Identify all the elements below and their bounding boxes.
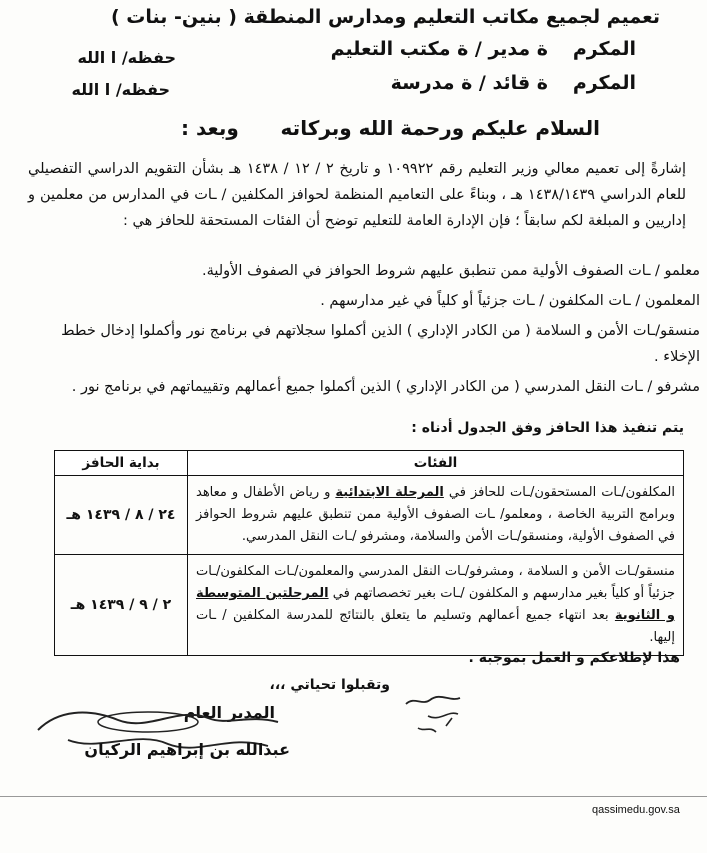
honorific-2: المكرم xyxy=(572,72,636,94)
table-row xyxy=(55,555,684,656)
recipient-1: ة مدير / ة مكتب التعليم xyxy=(330,38,548,60)
handwritten-initials xyxy=(400,688,470,738)
stage-emphasis: المرحلتين المتوسطة و الثانوية xyxy=(196,586,675,623)
recipient-2: ة قائد / ة مدرسة xyxy=(390,72,548,94)
director-title: المدير العام xyxy=(183,703,275,722)
list-item: • المعلمون / ـات المكلفون / ـات جزئياً أو كلياً في غير مدارسهم . xyxy=(28,288,700,314)
honorific-1: المكرم xyxy=(572,38,636,60)
footer-divider xyxy=(0,796,707,797)
intro-paragraph: إشارةً إلى تعميم معالي وزير التعليم رقم ١٠٩٩٢٢ و تاريخ ٢ / ١٢ / ١٤٣٨ هـ بشأن التقويم الدراسي التفصيلي للعام الدراسي ١٤٣٨/١٤٣٩ هـ ، وبناءً على التعاميم المنظمة لحوافز المكلفين / ـات في المدارس من معلمين و إداريين و المبلغة لكم سابقاً ؛ فإن الإدارة العامة للتعليم توضح أن الفئات المستحقة للحافز هي : xyxy=(28,161,686,229)
list-item: • منسقو/ـات الأمن و السلامة ( من الكادر الإداري ) الذين أكملوا سجلاتهم في برنامج نور وأكملوا إدخال خطط الإخلاء . xyxy=(28,318,700,370)
stage-emphasis: المرحلة الابتدائية xyxy=(335,485,444,500)
column-header-start: بداية الحافز xyxy=(55,451,188,476)
eligible-categories-list xyxy=(28,258,707,404)
start-date-cell: ٢٤ / ٨ / ١٤٣٩ هـ xyxy=(55,476,188,555)
document-title: تعميم لجميع مكاتب التعليم ومدارس المنطقة ( بنين- بنات ) xyxy=(111,6,660,28)
regards-line: وتقبلوا تحياتي ،،، xyxy=(269,677,390,693)
blessing-2: حفظه/ ا الله xyxy=(71,80,170,99)
greeting: السلام عليكم ورحمة الله وبركاته وبعد : xyxy=(181,116,600,140)
blessing-1: حفظه/ ا الله xyxy=(77,48,176,67)
category-cell xyxy=(188,555,684,656)
category-text: بعد انتهاء جميع أعمالهم وتسليم ما يتعلق بالنتائج للمدرسة المكلفين / ـات إليها. xyxy=(196,608,675,645)
list-item: • مشرفو / ـات النقل المدرسي ( من الكادر الإداري ) الذين أكملوا جميع أعمالهم وتقييماتهم في برنامج نور . xyxy=(28,374,700,400)
category-text: و رياض الأطفال و معاهد وبرامج التربية الخاصة ، ومعلمو/ ـات الصفوف الأولية ممن تنطبق عليهم شروط الحوافز في الصفوف الأولية، ومنسقو/ـات الأمن والسلامة، ومشرفو /ـات النقل المدرسي. xyxy=(196,485,675,544)
director-name: عبدالله بن إبراهيم الركيان xyxy=(84,740,290,759)
category-text: منسقو/ـات الأمن و السلامة ، ومشرفو/ـات النقل المدرسي والمعلمون/ـات المكلفون/ـات جزئياً أو كلياً بغير مدارسهم و المكلفون /ـات بغير تخصصاتهم في xyxy=(196,564,675,601)
incentive-table xyxy=(54,450,684,656)
table-row xyxy=(55,476,684,555)
footer-website: qassimedu.gov.sa xyxy=(592,804,680,816)
list-item: • معلمو / ـات الصفوف الأولية ممن تنطبق عليهم شروط الحوافز في الصفوف الأولية. xyxy=(28,258,700,284)
closing-line: هذا لإطلاعكم و العمل بموجبه . xyxy=(468,650,680,666)
table-intro: يتم تنفيذ هذا الحافز وفق الجدول أدناه : xyxy=(411,420,684,436)
start-date-cell: ٢ / ٩ / ١٤٣٩ هـ xyxy=(55,555,188,656)
category-text: المكلفون/ـات المستحقون/ـات للحافز في xyxy=(443,485,675,500)
column-header-categories: الفئات xyxy=(188,451,684,476)
category-cell xyxy=(188,476,684,555)
